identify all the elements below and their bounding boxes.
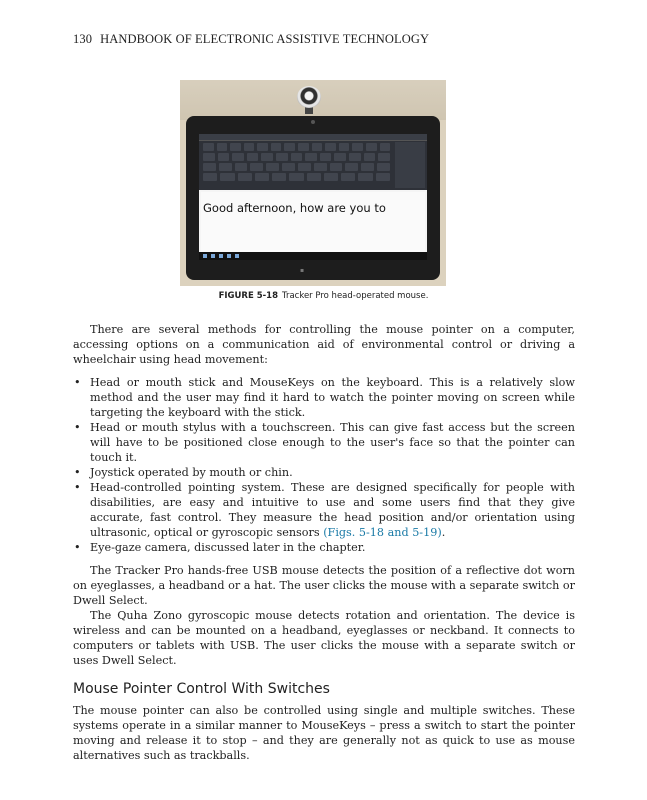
book-title: HANDBOOK OF ELECTRONIC ASSISTIVE TECHNOLOGY — [100, 32, 430, 46]
figure-caption — [73, 291, 574, 301]
methods-list — [73, 375, 575, 555]
figure-label: FIGURE 5-18 — [218, 291, 278, 301]
typed-text: Good afternoon, how are you to — [203, 201, 386, 215]
section-heading: Mouse Pointer Control With Switches — [73, 681, 330, 697]
taskbar — [199, 252, 427, 260]
list-item: • Head or mouth stylus with a touchscreen. This can give fast access but the screen will have to be positioned close enough to the user's face so that the pointer can touch it. — [74, 421, 575, 464]
laptop-bezel — [186, 116, 440, 280]
running-head — [73, 32, 429, 47]
list-item: • Eye-gaze camera, discussed later in the chapter. — [74, 541, 366, 554]
figure-caption-text: Tracker Pro head-operated mouse. — [282, 291, 429, 301]
list-item: • Head-controlled pointing system. These are designed specifically for people with disabilities, are easy and intuitive to use and some users find that they give accurate, fast control. They measure the head position and/or orientation using ultrasonic, optical or gyroscopic sensors (Figs. 5-18 and 5-19). — [74, 481, 575, 539]
figure-photo — [180, 80, 446, 286]
quha-zono-paragraph: The Quha Zono gyroscopic mouse detects rotation and orientation. The device is wireless and can be mounted on a headband, eyeglasses or neckband. It connects to computers or tablets with USB. The user clicks the mouse with a separate switch or uses Dwell Select. — [73, 609, 575, 667]
page-number: 130 — [73, 32, 93, 46]
laptop-logo: ▪ — [300, 267, 306, 274]
tracker-pro-paragraph: The Tracker Pro hands-free USB mouse detects the position of a reflective dot worn on eyeglasses, a headband or a hat. The user clicks the mouse with a separate switch or Dwell Select. — [73, 564, 575, 607]
body-text — [73, 322, 575, 763]
onscreen-keyboard — [199, 134, 427, 190]
figure-reference-link[interactable]: (Figs. 5-18 and 5-19) — [323, 526, 442, 539]
intro-paragraph: There are several methods for controlling the mouse pointer on a computer, accessing options on a communication aid of environmental control or driving a wheelchair using head movement: — [73, 323, 575, 366]
switches-paragraph: The mouse pointer can also be controlled using single and multiple switches. These systems operate in a similar manner to MouseKeys – press a switch to start the pointer moving and release it to stop – and they are generally not as quick to use as mouse alternatives such as trackballs. — [73, 704, 575, 762]
typed-text-area — [201, 192, 425, 252]
webcam-dot-icon — [311, 120, 315, 124]
list-item: • Head or mouth stick and MouseKeys on the keyboard. This is a relatively slow method and the user may find it hard to watch the pointer moving on screen while targeting the keyboard with the stick. — [74, 376, 575, 419]
tracker-camera-icon — [294, 86, 324, 112]
laptop-screen — [199, 134, 427, 260]
list-item: • Joystick operated by mouth or chin. — [74, 466, 293, 479]
